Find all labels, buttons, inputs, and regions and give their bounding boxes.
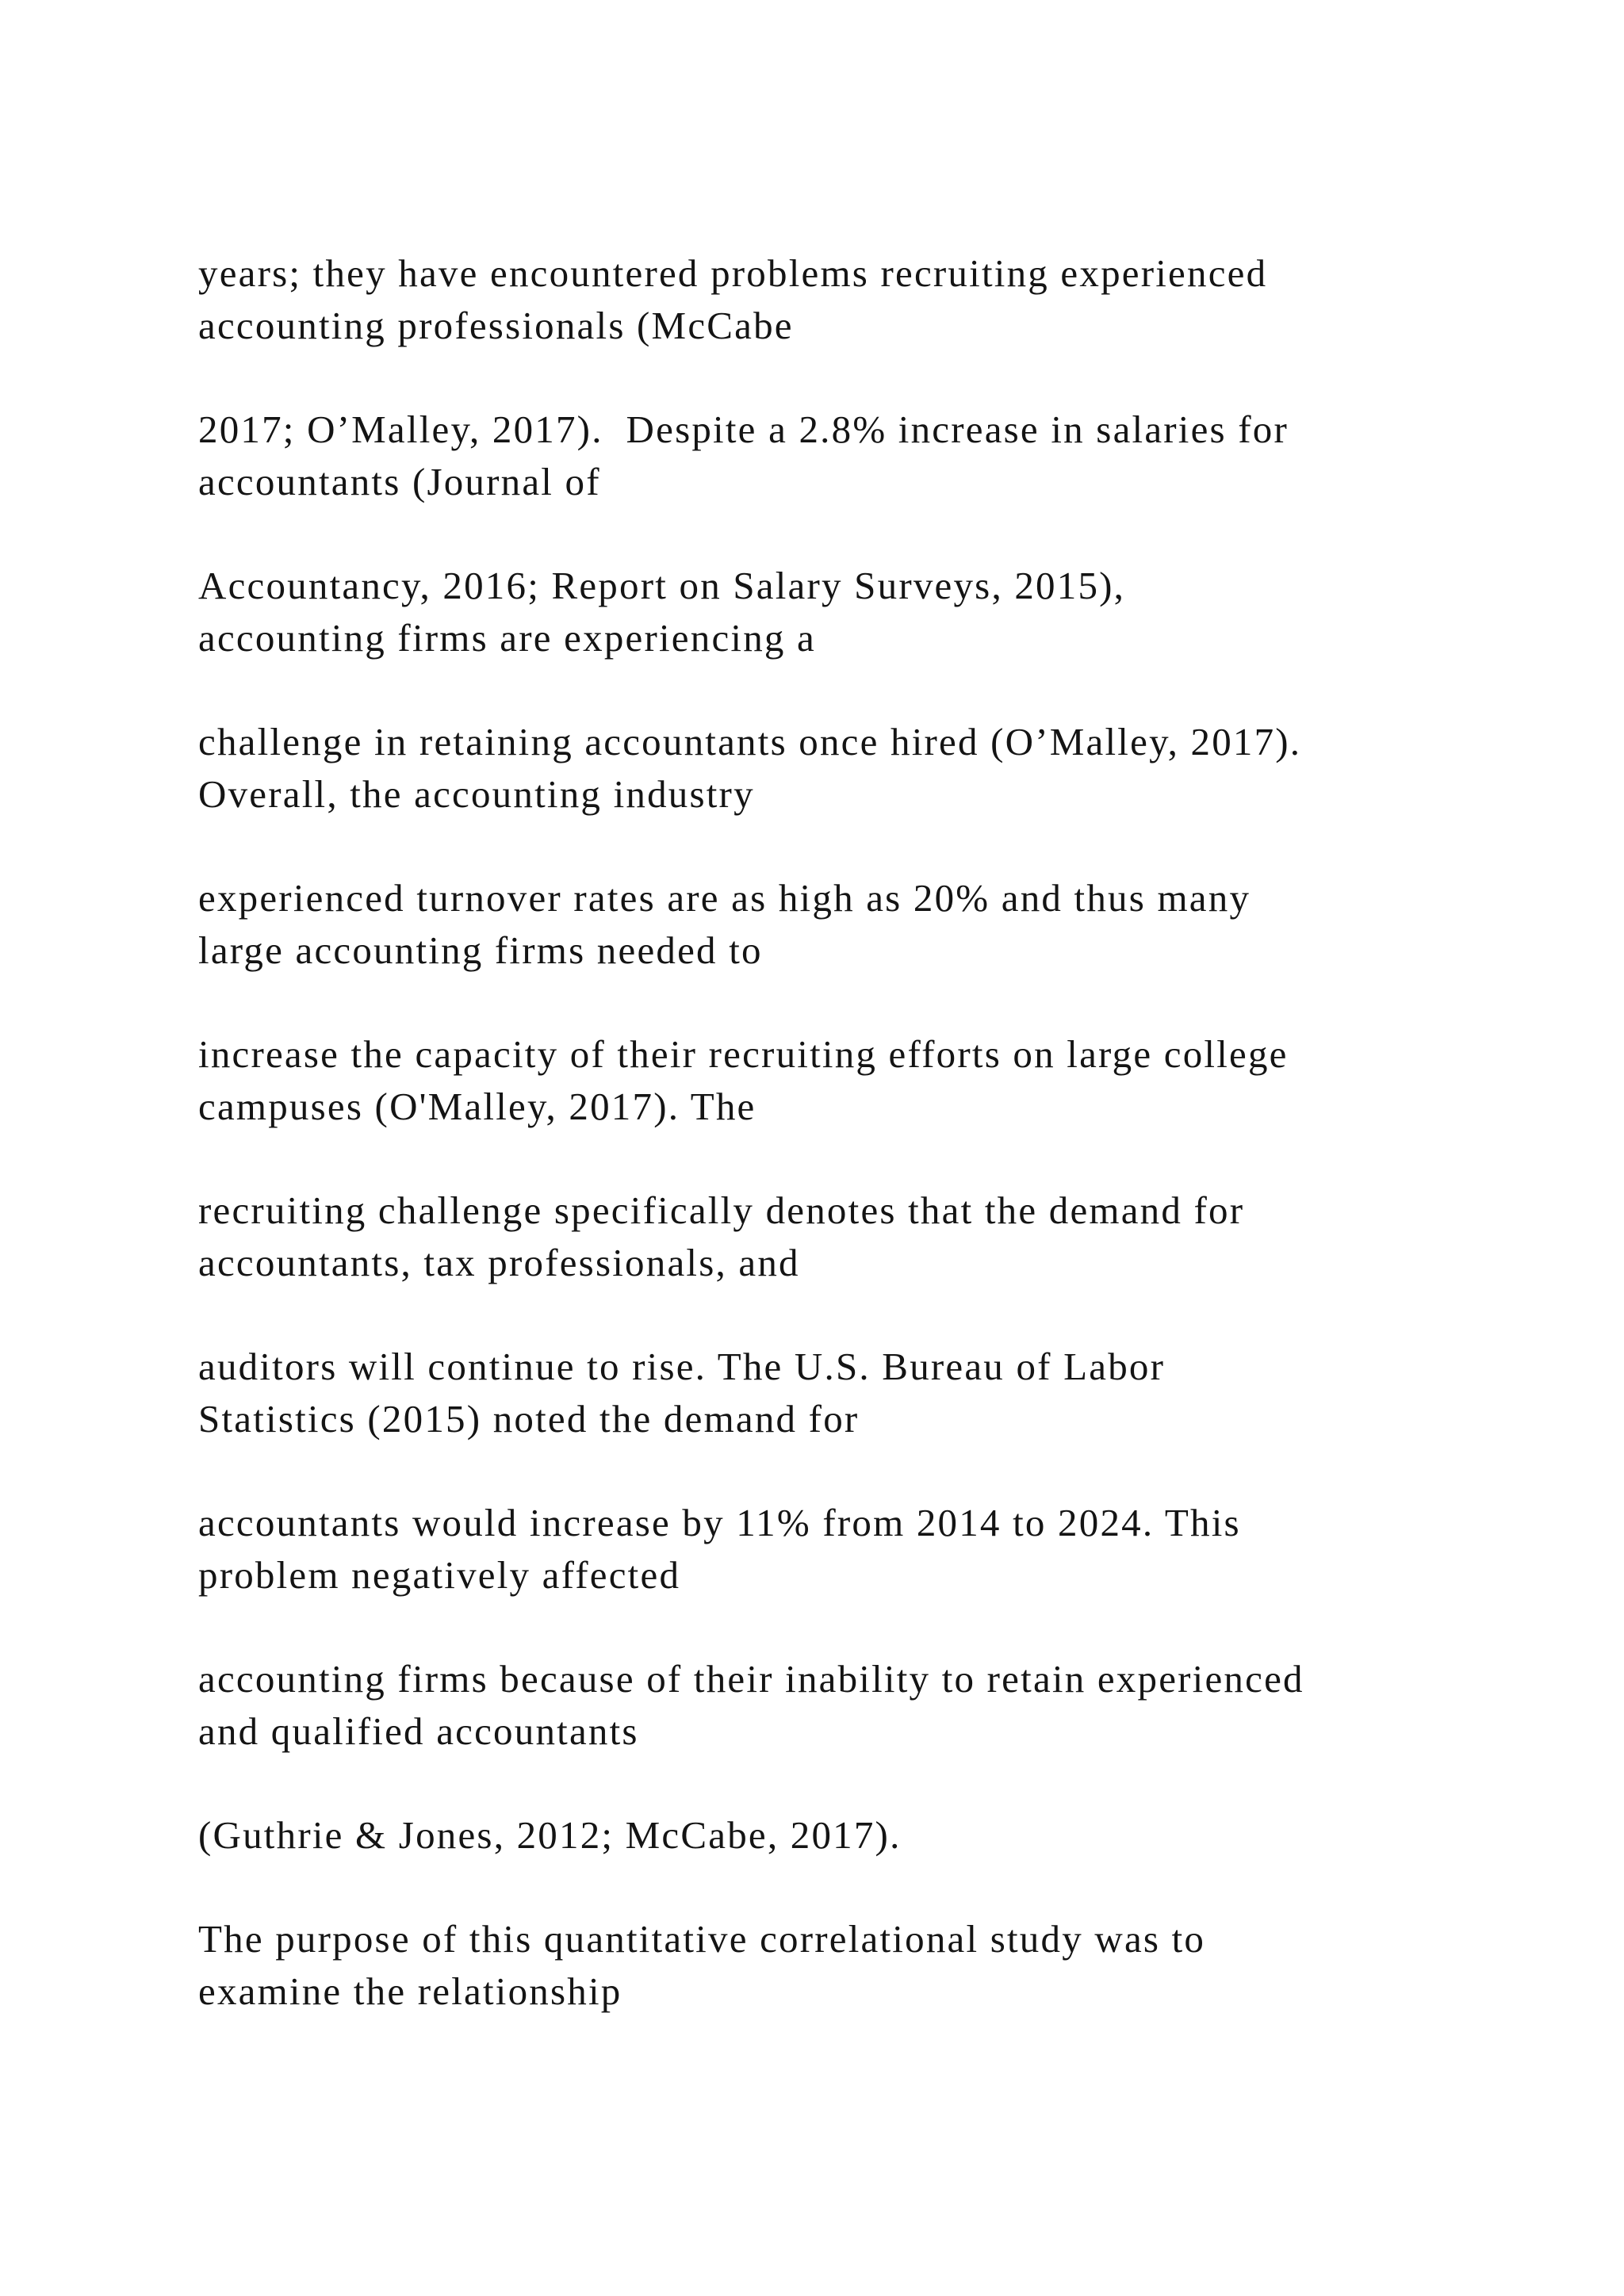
paragraph-9: [198, 1497, 1499, 1601]
text-line: years; they have encountered problems recruiting experienced: [198, 251, 1268, 295]
paragraph-5: [198, 872, 1499, 977]
text-line: large accounting firms needed to: [198, 928, 763, 972]
text-line: accountants (Journal of: [198, 460, 601, 503]
text-line: experienced turnover rates are as high as 20% and thus many: [198, 876, 1251, 920]
text-line: The purpose of this quantitative correlational study was to: [198, 1917, 1206, 1961]
text-line: examine the relationship: [198, 1969, 622, 2013]
text-line: recruiting challenge specifically denotes that the demand for: [198, 1188, 1245, 1232]
text-line: and qualified accountants: [198, 1709, 639, 1753]
text-line: accountants would increase by 11% from 2014 to 2024. This: [198, 1501, 1241, 1544]
paragraph-10: [198, 1653, 1499, 1758]
text-line: Overall, the accounting industry: [198, 772, 755, 816]
paragraph-12: [198, 1913, 1499, 2018]
text-line: campuses (O'Malley, 2017). The: [198, 1085, 756, 1128]
text-line: accounting professionals (McCabe: [198, 304, 794, 347]
text-line: challenge in retaining accountants once hired (O’Malley, 2017).: [198, 720, 1302, 763]
text-line: accounting firms because of their inability to retain experienced: [198, 1657, 1304, 1701]
paragraph-7: [198, 1184, 1499, 1289]
paragraph-3: [198, 560, 1499, 664]
text-line: problem negatively affected: [198, 1553, 681, 1597]
text-line: Statistics (2015) noted the demand for: [198, 1397, 860, 1441]
text-line: (Guthrie & Jones, 2012; McCabe, 2017).: [198, 1813, 902, 1857]
paragraph-1: [198, 247, 1499, 352]
text-line: accountants, tax professionals, and: [198, 1241, 800, 1284]
text-line: 2017; O’Malley, 2017). Despite a 2.8% increase in salaries for: [198, 408, 1289, 451]
paragraph-6: [198, 1028, 1499, 1133]
text-line: auditors will continue to rise. The U.S. Bureau of Labor: [198, 1345, 1166, 1388]
document-body: [198, 247, 1499, 2069]
text-line: accounting firms are experiencing a: [198, 616, 817, 660]
paragraph-2: [198, 404, 1499, 508]
text-line: increase the capacity of their recruiting efforts on large college: [198, 1032, 1289, 1076]
paragraph-4: [198, 716, 1499, 821]
paragraph-11: [198, 1809, 1499, 1862]
paragraph-8: [198, 1341, 1499, 1445]
text-line: Accountancy, 2016; Report on Salary Surveys, 2015),: [198, 564, 1126, 607]
